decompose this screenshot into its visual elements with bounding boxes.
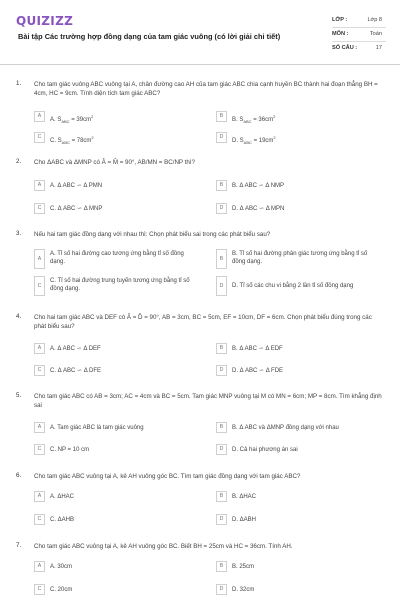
meta-row-subject: [332, 28, 386, 42]
option-text: D. Tỉ số các chu vi bằng 2 lần tỉ số đồng dạng: [232, 283, 354, 289]
question-text: Cho tam giác ABC vuông tại A, kẻ AH vuông góc BC. Tìm tam giác đồng dạng với tam giác ABC?: [34, 473, 301, 480]
option-letter-box: A: [34, 561, 45, 572]
question-text: Nếu hai tam giác đồng dạng với nhau thì: Chọn phát biểu sai trong các phát biểu sau?: [34, 231, 271, 238]
meta-label: LỚP :: [332, 17, 348, 23]
question-4: [16, 313, 388, 381]
worksheet-title: Bài tập Các trường hợp đồng dạng của tam giác vuông (có lời giải chi tiết): [18, 32, 281, 41]
option-letter-box: D: [216, 514, 227, 525]
meta-value: Lớp 8: [367, 17, 382, 23]
option-letter-box: D: [216, 203, 227, 214]
option-letter-box: C: [34, 132, 45, 143]
option-text: C. ΔAHB: [50, 517, 75, 523]
worksheet-meta: [332, 14, 386, 56]
question-7: [16, 542, 388, 598]
option-letter-box: A: [34, 249, 45, 269]
option-letter-box: C: [34, 203, 45, 214]
option-letter-box: B: [216, 561, 227, 572]
question-text: Cho hai tam giác ABC và DEF có Â = D̂ = 90°, AB = 3cm, BC = 5cm, EF = 10cm, DF = 6cm. Chọn phát biểu đúng trong các phát biểu sau?: [34, 314, 372, 330]
question-number: 5.: [16, 392, 22, 399]
question-number: 1.: [16, 80, 22, 87]
option-text: D. $S_{ABC} = 19cm^2$: [232, 135, 276, 146]
option-text: A. ΔHAC: [50, 494, 75, 500]
header-divider: [0, 64, 400, 65]
option-letter-box: C: [34, 584, 45, 595]
option-text: A. Tỉ số hai đường cao tương ứng bằng tỉ số đồng dạng.: [50, 251, 184, 265]
option-text: A. $S_{ABC} = 39cm^2$: [50, 114, 94, 125]
option-text: C. NP = 10 cm: [50, 447, 90, 453]
option-letter-box: B: [216, 111, 227, 122]
worksheet-header: [16, 14, 386, 58]
question-number: 4.: [16, 313, 22, 320]
option-letter-box: D: [216, 584, 227, 595]
option-letter-box: D: [216, 444, 227, 455]
option-letter-box: C: [34, 365, 45, 376]
option-text: D. 32cm: [232, 587, 255, 593]
option-text: B. 25cm: [232, 564, 255, 570]
option-text: A. 30cm: [50, 564, 73, 570]
option-text: C. 20cm: [50, 587, 73, 593]
option-letter-box: A: [34, 111, 45, 122]
question-number: 2.: [16, 158, 22, 165]
meta-label: SỐ CÂU :: [332, 45, 358, 51]
option-text: D. ΔABH: [232, 517, 257, 523]
option-text: B. ΔHAC: [232, 494, 257, 500]
option-letter-box: B: [216, 343, 227, 354]
meta-value: Toán: [369, 31, 382, 37]
question-6: [16, 472, 388, 530]
option-letter-box: A: [34, 180, 45, 191]
option-text: A. Δ ABC ∽ Δ DEF: [50, 346, 101, 352]
option-text: A. Δ ABC ∽ Δ PMN: [50, 183, 103, 189]
meta-value: 17: [375, 45, 382, 51]
option-text: D. Δ ABC ∽ Δ MPN: [232, 206, 285, 212]
option-text: B. Tỉ số hai đường phân giác tương ứng bằng tỉ số đồng dạng.: [232, 251, 368, 265]
option-text: A. Tam giác ABC là tam giác vuông: [50, 425, 144, 431]
option-letter-box: A: [34, 422, 45, 433]
option-text: C. Δ ABC ∽ Δ DFE: [50, 368, 102, 374]
option-letter-box: D: [216, 276, 227, 296]
meta-label: MÔN :: [332, 31, 349, 37]
option-letter-box: D: [216, 132, 227, 143]
quizizz-logo: QUIZIZZ: [16, 14, 74, 28]
option-text: B. Δ ABC ∽ Δ NMP: [232, 183, 285, 189]
option-text: D. Δ ABC ∽ Δ FDE: [232, 368, 284, 374]
question-number: 7.: [16, 542, 22, 549]
option-text: C. Tỉ số hai đường trung tuyến tương ứng bằng tỉ số đồng dạng.: [50, 278, 190, 292]
question-number: 3.: [16, 230, 22, 237]
option-letter-box: C: [34, 444, 45, 455]
option-letter-box: B: [216, 491, 227, 502]
question-number: 6.: [16, 472, 22, 479]
question-1: [16, 80, 388, 150]
question-text: Cho tam giác ABC có AB = 3cm; AC = 4cm và BC = 5cm. Tam giác MNP vuông tại M có MN = 6cm; MP = 8cm. Tìm khẳng định sai: [34, 393, 382, 409]
option-letter-box: B: [216, 180, 227, 191]
question-text: Cho ΔABC và ΔMNP có Â = M̂ = 90°, AB/MN = BC/NP thì?: [34, 159, 195, 166]
question-text: Cho tam giác vuông ABC vuông tại A, chân đường cao AH của tam giác ABC chia cạnh huyền BC thành hai đoạn thẳng BH = 4cm, HC = 9cm. Tính diện tích tam giác ABC?: [34, 81, 378, 97]
option-text: C. $S_{ABC} = 78cm^2$: [50, 135, 94, 146]
question-5: [16, 392, 388, 460]
option-letter-box: C: [34, 276, 45, 296]
option-letter-box: A: [34, 491, 45, 502]
option-text: B. Δ ABC ∽ Δ EDF: [232, 346, 283, 352]
option-text: C. Δ ABC ∽ Δ MNP: [50, 206, 103, 212]
option-text: D. Cả hai phương án sai: [232, 447, 298, 453]
option-text: B. $S_{ABC} = 36cm^2$: [232, 114, 276, 125]
question-2: [16, 158, 388, 218]
option-letter-box: A: [34, 343, 45, 354]
question-3: [16, 230, 388, 302]
meta-row-class: [332, 14, 386, 28]
option-letter-box: B: [216, 249, 227, 269]
option-text: B. Δ ABC và ΔMNP đồng dạng với nhau: [232, 425, 339, 431]
option-letter-box: D: [216, 365, 227, 376]
option-letter-box: B: [216, 422, 227, 433]
option-letter-box: C: [34, 514, 45, 525]
question-text: Cho tam giác ABC vuông tại A, kẻ AH vuông góc BC. Biết BH = 25cm và HC = 36cm. Tính AH.: [34, 543, 293, 550]
meta-row-count: [332, 42, 386, 56]
